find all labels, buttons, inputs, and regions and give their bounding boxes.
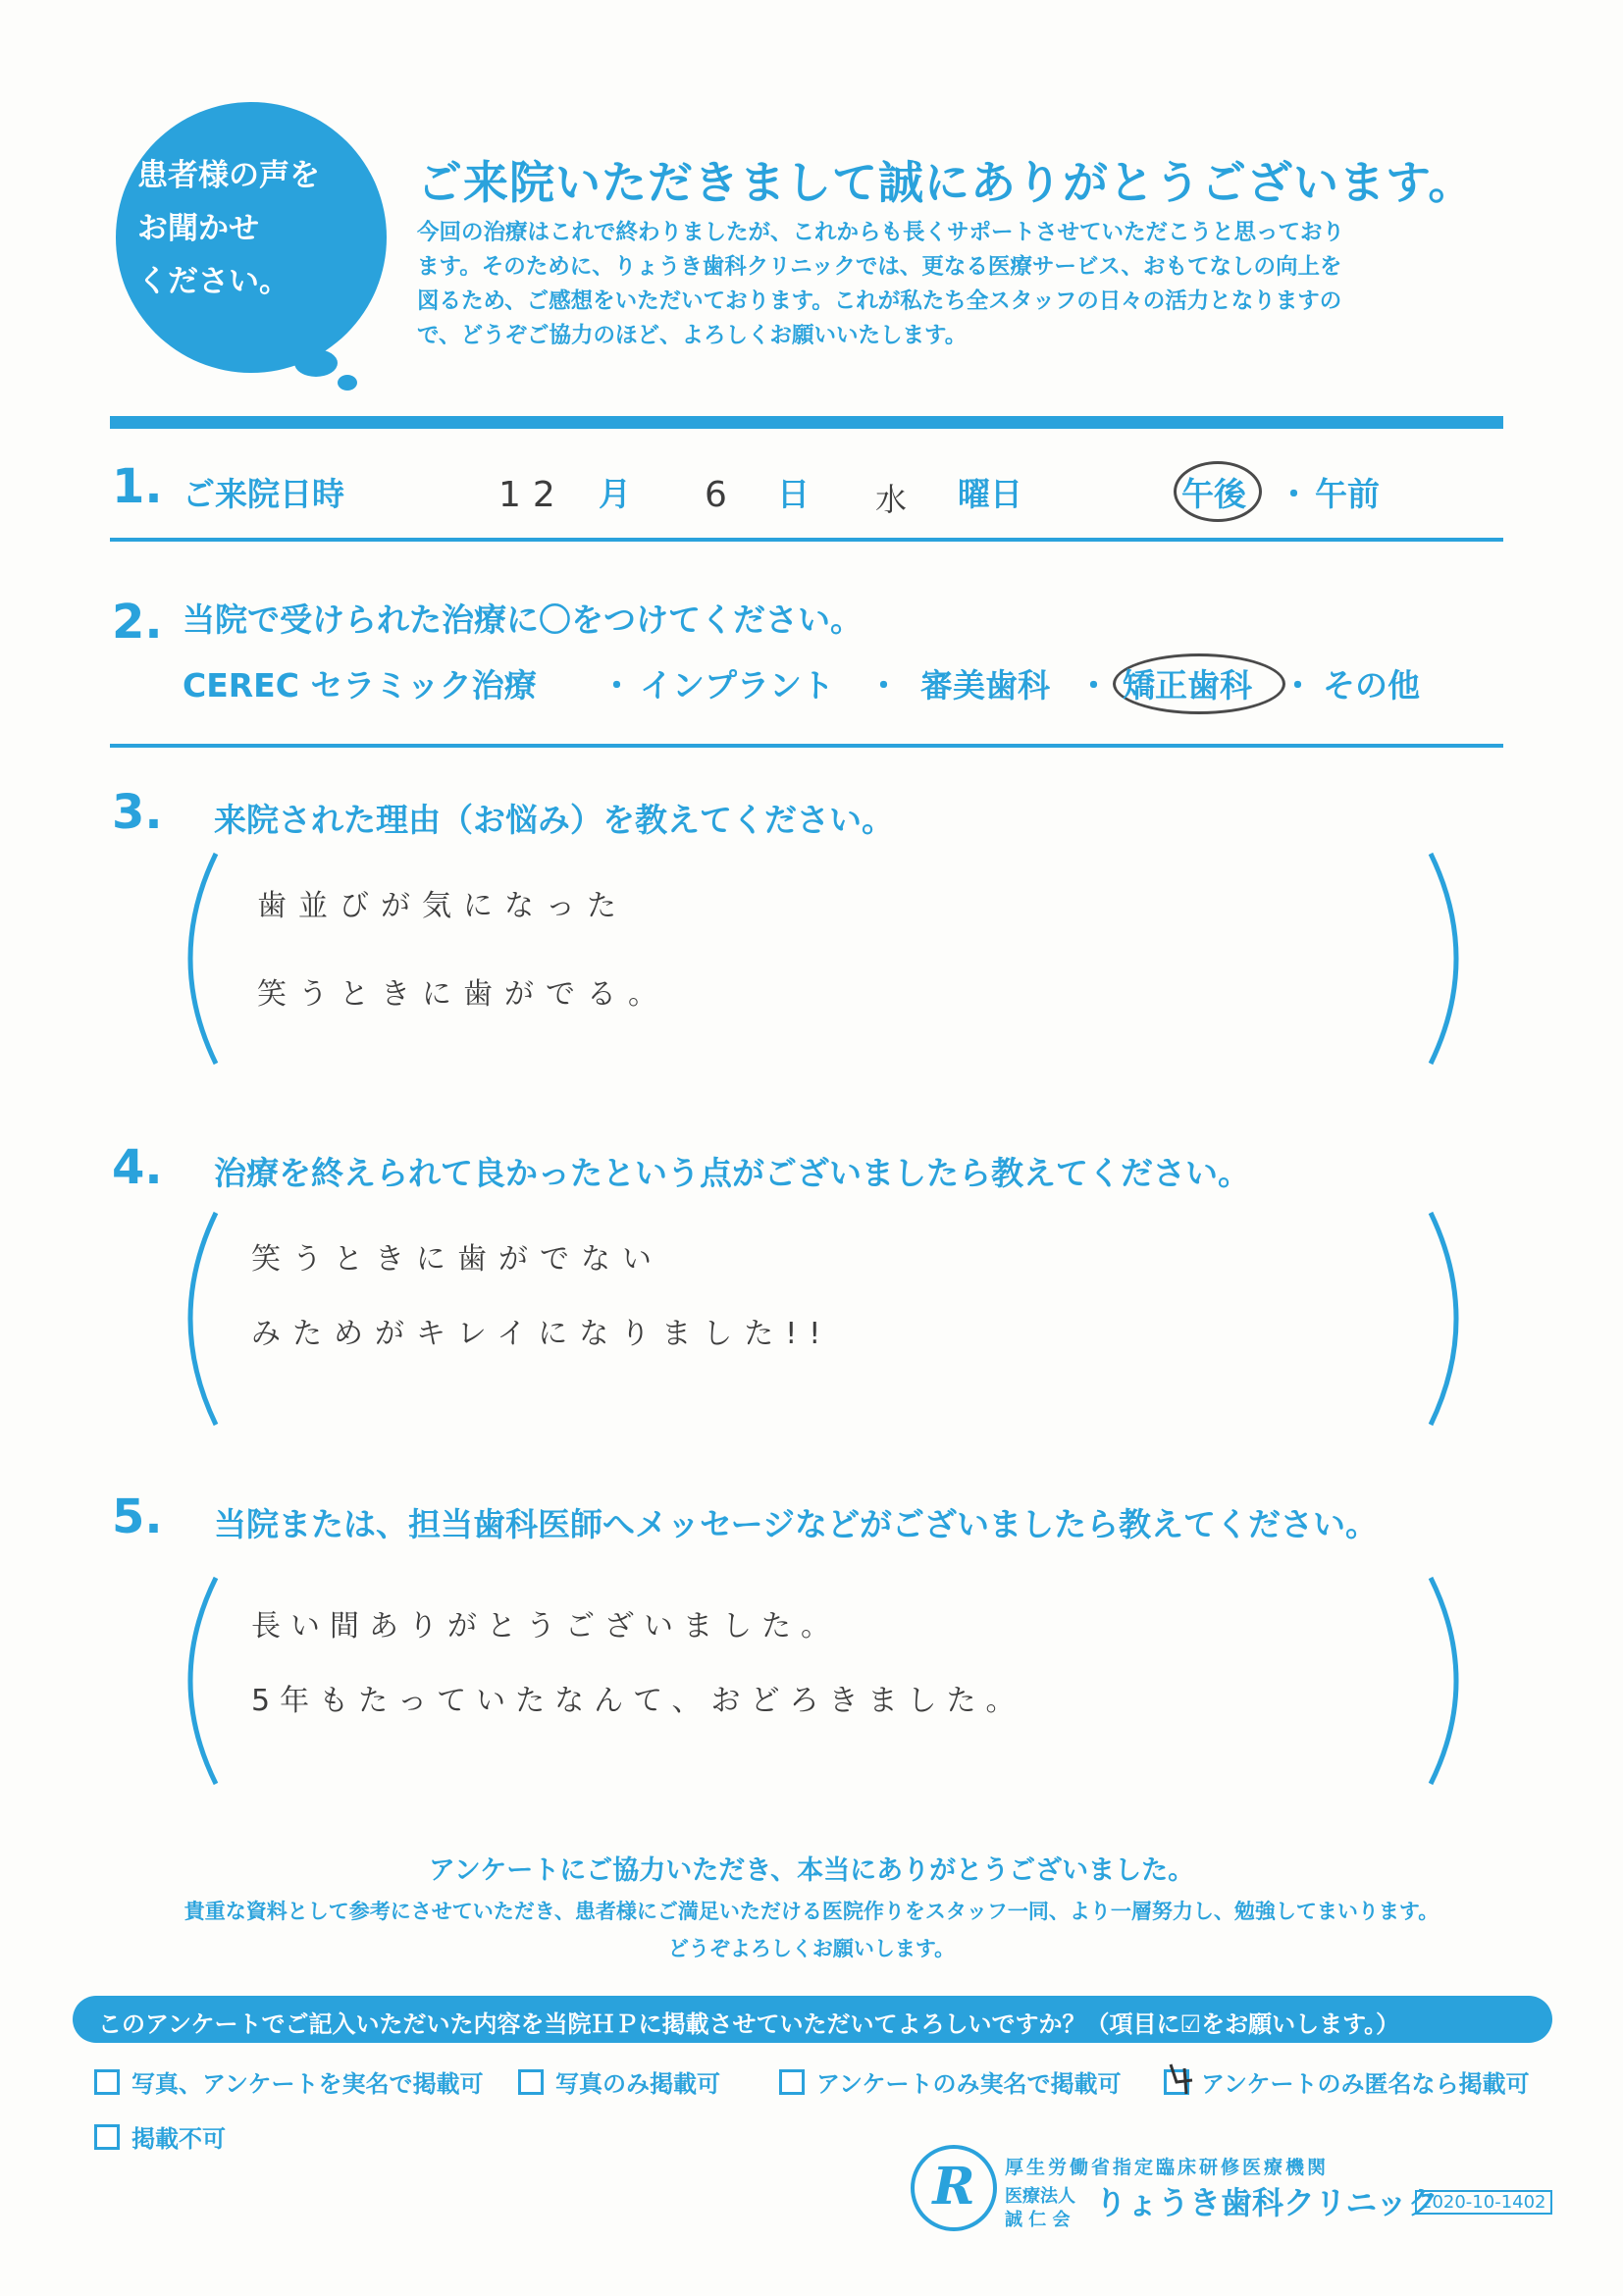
q1-number: 1. (112, 459, 163, 514)
publish-option-4[interactable] (1164, 2064, 1530, 2099)
q4-answer-line-2: みためがキレイになりました!! (251, 1317, 833, 1351)
q1-divider (110, 538, 1503, 542)
q3-answer-line-1: 歯並びが気になった (257, 889, 628, 923)
publish-option-1-label: 写真、アンケートを実名で掲載可 (131, 2070, 484, 2098)
q2-label: 当院で受けられた治療に〇をつけてください。 (183, 600, 863, 639)
q1-pm-option[interactable]: 午後 (1181, 475, 1246, 513)
publish-option-1[interactable] (94, 2064, 484, 2099)
q2-divider (110, 744, 1503, 748)
publish-option-4-label: アンケートのみ匿名なら掲載可 (1201, 2070, 1530, 2098)
closing-line-1: 貴重な資料として参考にさせていただき、患者様にご満足いただける医院作りをスタッフ一同、より一層努力し、勉強してまいります。 (183, 1900, 1440, 1923)
checkbox-publish-3[interactable] (779, 2069, 805, 2095)
q2-option-other[interactable]: その他 (1323, 666, 1420, 704)
q4-number: 4. (112, 1140, 163, 1195)
q4-answer-line-1: 笑うときに歯がでない (251, 1242, 663, 1277)
q5-answer-line-2: 5年もたっていたなんて、おどろきました。 (251, 1684, 1025, 1718)
publish-option-5[interactable] (94, 2119, 226, 2154)
publish-option-3-label: アンケートのみ実名で掲載可 (816, 2070, 1122, 2098)
page-title: ご来院いただきまして誠にありがとうございます。 (417, 156, 1475, 209)
q1-separator: ・ (1278, 475, 1310, 513)
q5-label: 当院または、担当歯科医師へメッセージなどがございましたら教えてください。 (214, 1505, 1379, 1543)
q1-day-value: 6 (705, 475, 739, 515)
q1-weekday-value: 水 (875, 481, 919, 518)
intro-line-2: ます。そのために、りょうき歯科クリニックでは、更なる医療サービス、おもてなしの向上を (417, 254, 1342, 280)
bubble-line-3: ください。 (137, 264, 289, 299)
checkbox-publish-2[interactable] (518, 2069, 544, 2095)
q5-answer-line-1: 長い間ありがとうございました。 (251, 1609, 840, 1644)
q2-option-implant[interactable]: インプラント (640, 666, 834, 704)
q1-day-label: 日 (777, 475, 810, 513)
q3-label: 来院された理由（お悩み）を教えてください。 (214, 801, 894, 839)
clinic-logo (911, 2145, 997, 2231)
q2-separator-2: ・ (867, 666, 900, 704)
q2-number: 2. (112, 595, 163, 650)
q1-label: ご来院日時 (183, 475, 344, 513)
header-divider (110, 416, 1503, 429)
q1-month-value: 12 (498, 475, 567, 515)
checkbox-publish-5[interactable] (94, 2124, 120, 2150)
checkbox-publish-4-checked[interactable] (1164, 2069, 1189, 2095)
checkbox-publish-1[interactable] (94, 2069, 120, 2095)
bubble-line-1: 患者様の声を (137, 158, 320, 193)
bubble-line-2: お聞かせ (137, 211, 259, 246)
q2-separator-4: ・ (1282, 666, 1314, 704)
closing-title: アンケートにご協力いただき、本当にありがとうございました。 (428, 1855, 1195, 1886)
q1-weekday-label: 曜日 (958, 475, 1022, 513)
intro-line-3: 図るため、ご感想をいただいております。これが私たち全スタッフの日々の活力となりますの (417, 288, 1342, 314)
footer-designation: 厚生労働省指定臨床研修医療機関 (1005, 2157, 1330, 2178)
publish-option-2-label: 写真のみ掲載可 (555, 2070, 720, 2098)
footer-clinic-name: りょうき歯科クリニック (1095, 2184, 1440, 2221)
q3-answer-brackets (177, 846, 1472, 1071)
q2-option-cerec[interactable]: CEREC セラミック治療 (183, 666, 537, 704)
q1-month-label: 月 (599, 475, 631, 513)
intro-line-4: で、どうぞご協力のほど、よろしくお願いいたします。 (417, 323, 968, 348)
bubble-text (137, 149, 373, 308)
footer-corp-name: 誠 仁 会 (1005, 2210, 1071, 2230)
intro-line-1: 今回の治療はこれで終わりましたが、これからも長くサポートさせていただこうと思っており (417, 220, 1345, 245)
q5-number: 5. (112, 1489, 163, 1544)
handwritten-check-icon (1163, 2059, 1202, 2098)
closing-line-2: どうぞよろしくお願いします。 (667, 1937, 956, 1960)
q1-am-option[interactable]: 午前 (1315, 475, 1380, 513)
publish-option-3[interactable] (779, 2064, 1122, 2099)
q2-separator-3: ・ (1077, 666, 1110, 704)
publish-option-5-label: 掲載不可 (131, 2125, 226, 2153)
q2-separator-1: ・ (601, 666, 633, 704)
q2-option-cosmetic[interactable]: 審美歯科 (920, 666, 1050, 704)
q4-label: 治療を終えられて良かったという点がございましたら教えてください。 (214, 1154, 1250, 1192)
speech-bubble-tail-dot-small (338, 375, 357, 391)
clinic-logo-mark: R (932, 2157, 975, 2217)
footer-corp-type: 医療法人 (1005, 2186, 1075, 2207)
q2-option-orthodontics[interactable]: 矯正歯科 (1123, 666, 1252, 704)
publish-question: このアンケートでご記入いただいた内容を当院ＨＰに掲載させていただいてよろしいですか？（項目に☑をお願いします。） (98, 2010, 1400, 2038)
publish-option-2[interactable] (518, 2064, 720, 2099)
intro-text (417, 216, 1457, 353)
q3-answer-line-2: 笑うときに歯がでる。 (257, 977, 669, 1012)
q3-number: 3. (112, 785, 163, 840)
footer-doc-code: 2020-10-1402 (1415, 2190, 1552, 2215)
speech-bubble-tail-dot (294, 349, 338, 377)
